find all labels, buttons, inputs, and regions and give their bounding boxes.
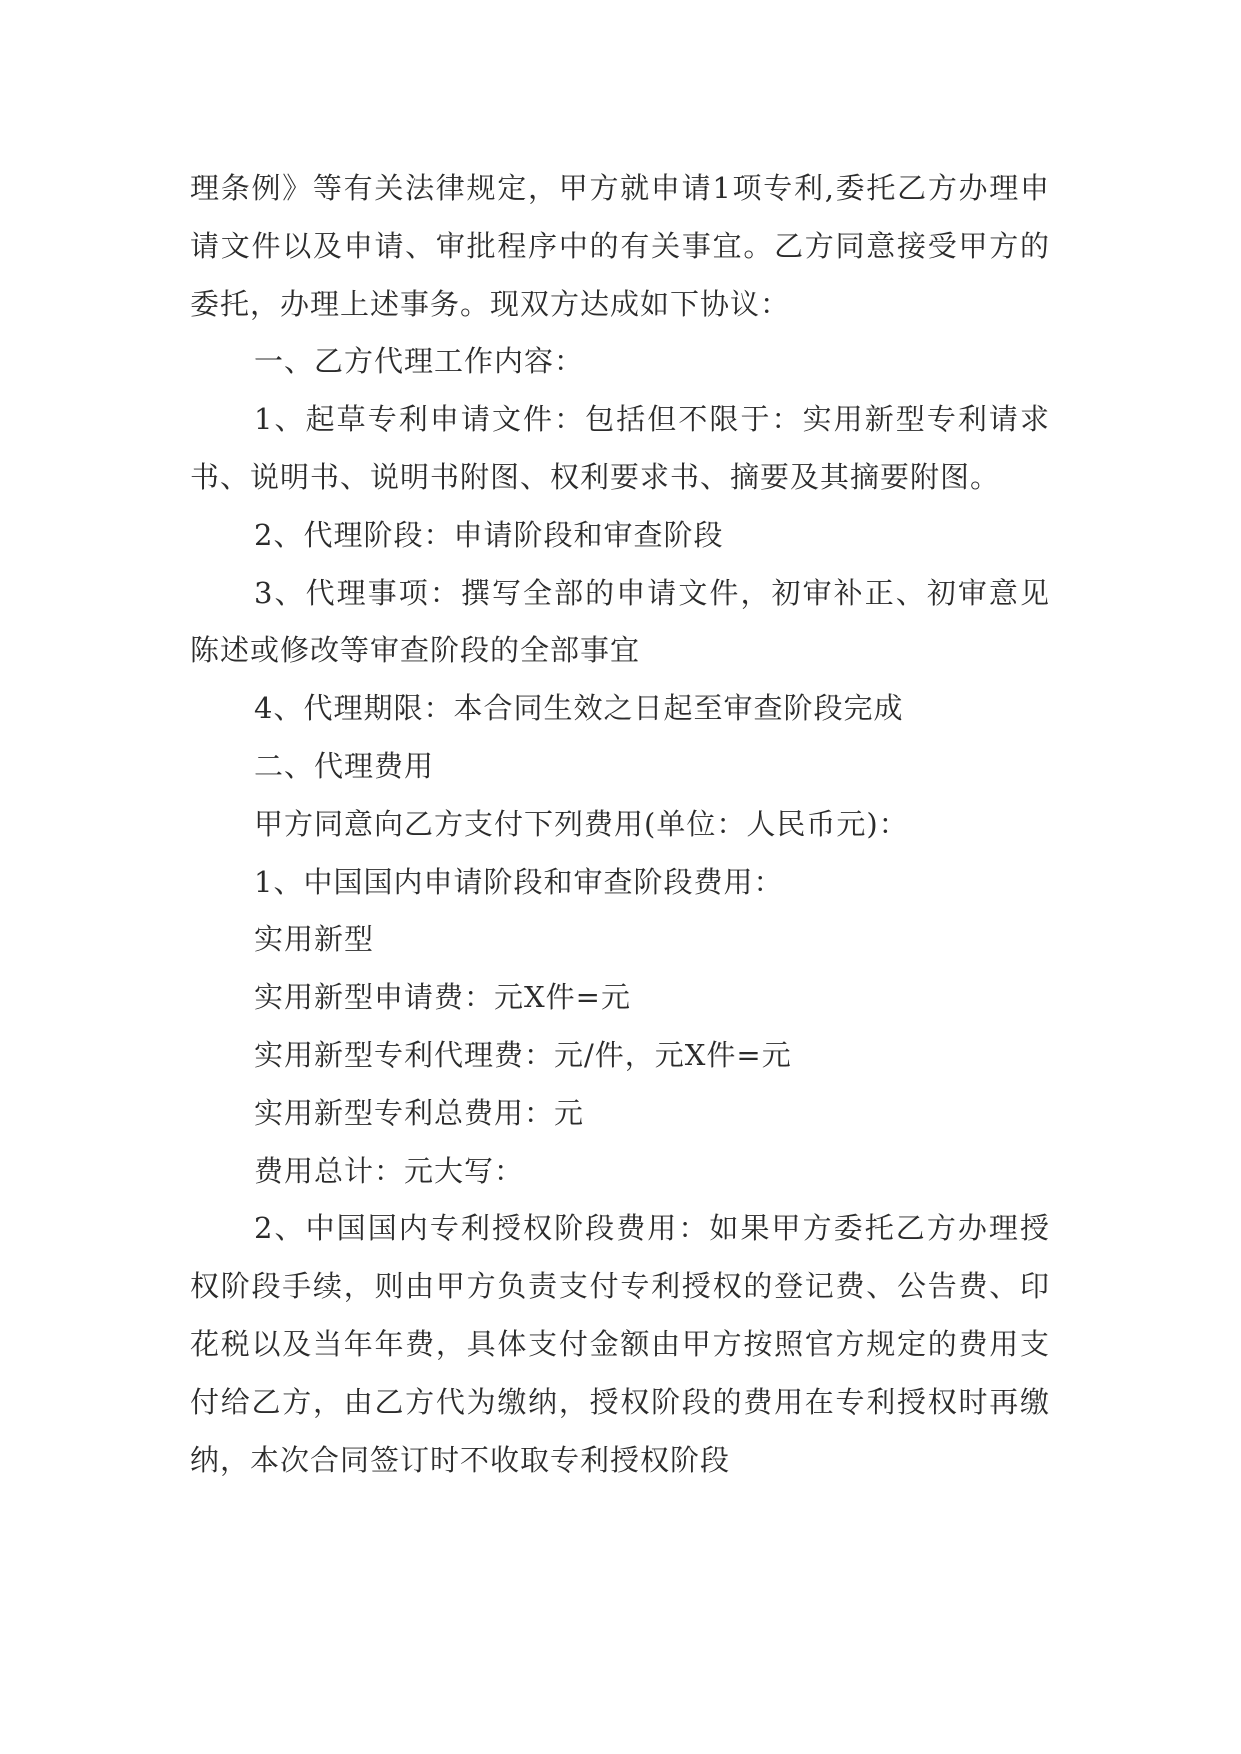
label-utility-model: 实用新型	[254, 922, 375, 957]
heading-agency-fees: 二、代理费用	[254, 748, 435, 783]
paragraph-drafting-documents: 1、起草专利申请文件：包括但不限于：实用新型专利请求书、说明书、说明书附图、权利要求书、摘要及其摘要附图。	[190, 402, 1050, 494]
paragraph-grant-stage-fees: 2、中国国内专利授权阶段费用：如果甲方委托乙方办理授权阶段手续，则由甲方负责支付专利授权的登记费、公告费、印花税以及当年年费，具体支付金额由甲方按照官方规定的费用支付给乙方，由乙方代为缴纳，授权阶段的费用在专利授权时再缴纳，本次合同签订时不收取专利授权阶段	[190, 1211, 1050, 1477]
paragraph-agency-matters: 3、代理事项：撰写全部的申请文件，初审补正、初审意见陈述或修改等审查阶段的全部事宜	[190, 575, 1050, 668]
line-agency-fee: 实用新型专利代理费：元/件，元X件=元	[254, 1037, 792, 1072]
paragraph-agency-term: 4、代理期限：本合同生效之日起至审查阶段完成	[254, 691, 904, 726]
paragraph-domestic-fees: 1、中国国内申请阶段和审查阶段费用：	[254, 864, 784, 899]
paragraph-fee-agreement: 甲方同意向乙方支付下列费用(单位：人民币元)：	[254, 806, 909, 841]
paragraph-intro: 理条例》等有关法律规定，甲方就申请1项专利,委托乙方办理申请文件以及申请、审批程序中的有关事宜。乙方同意接受甲方的委托，办理上述事务。现双方达成如下协议：	[190, 171, 1050, 321]
line-application-fee: 实用新型申请费：元X件=元	[254, 980, 631, 1015]
heading-agent-work-content: 一、乙方代理工作内容：	[254, 344, 585, 379]
line-total-patent-fee: 实用新型专利总费用：元	[254, 1095, 585, 1130]
paragraph-agency-stage: 2、代理阶段：申请阶段和审查阶段	[254, 517, 724, 552]
line-fee-total: 费用总计：元大写：	[254, 1153, 525, 1188]
document-body	[190, 160, 1050, 1489]
